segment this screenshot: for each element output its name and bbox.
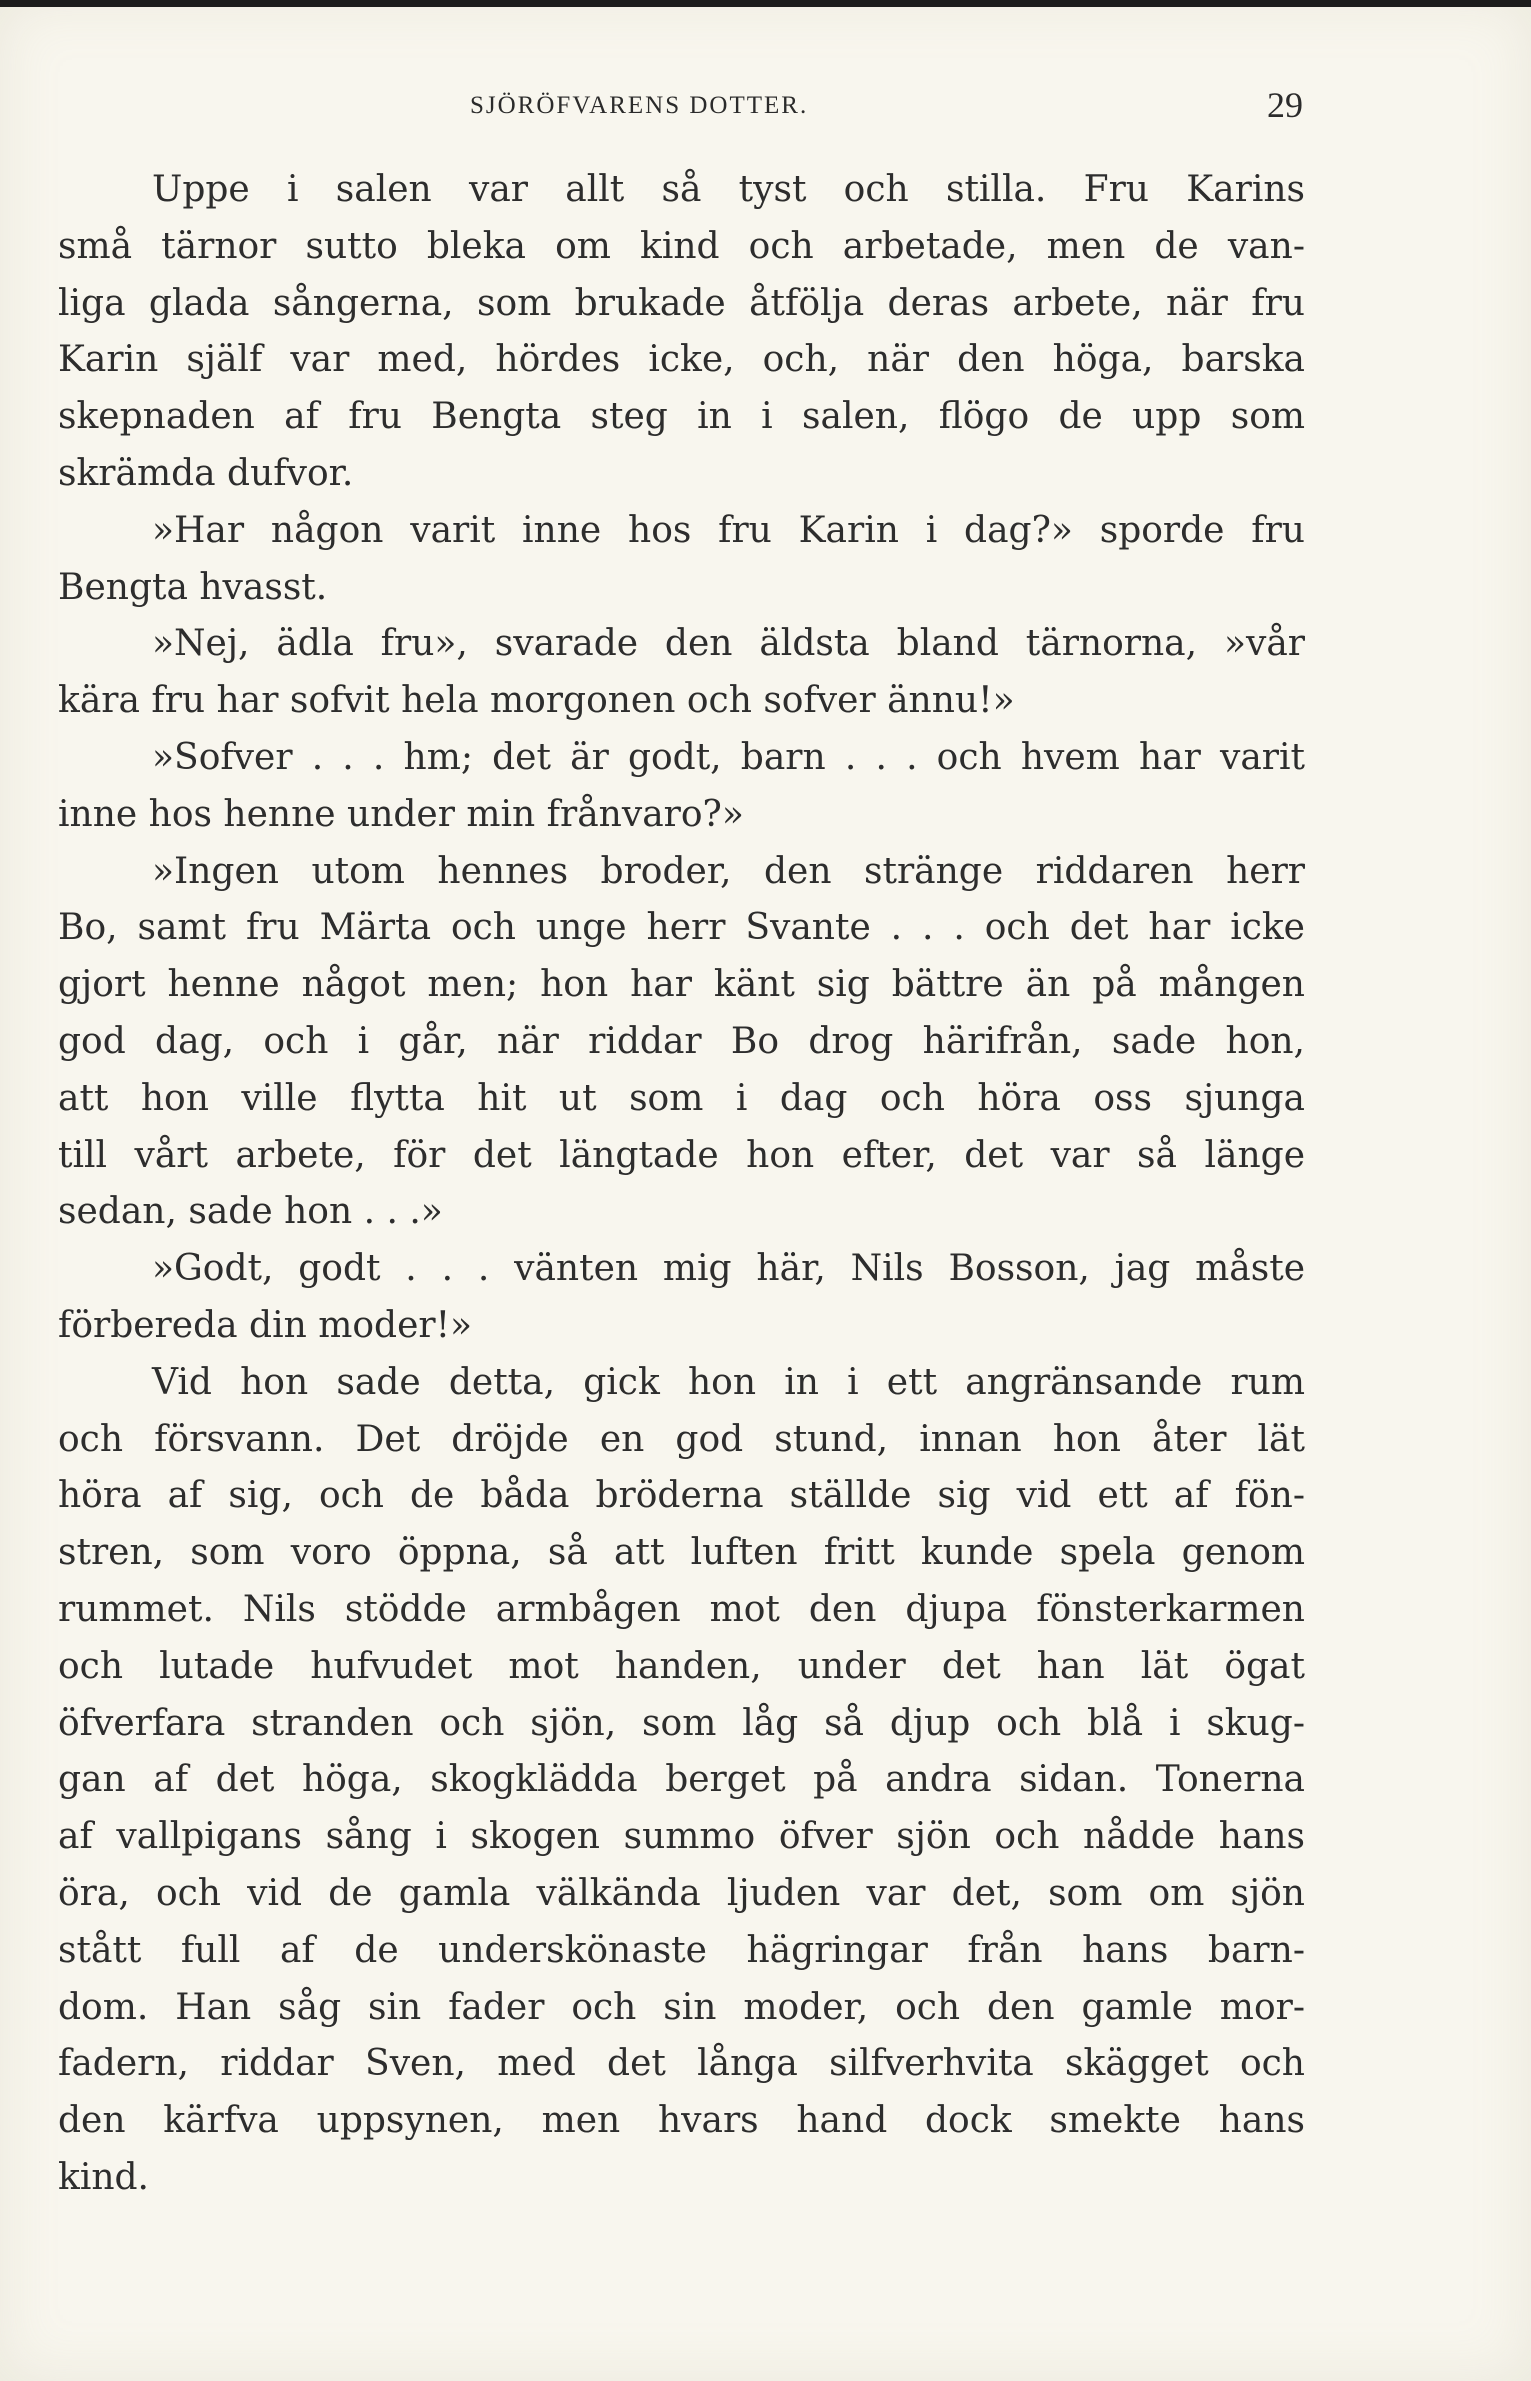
text-line: stren, som voro öppna, så att luften fritt kunde spela genom	[58, 1532, 1305, 1574]
text-line: »Ingen utom hennes broder, den stränge riddaren herr	[152, 850, 1305, 892]
text-line: till vårt arbete, för det längtade hon efter, det var så länge	[58, 1134, 1305, 1176]
text-line: Bo, samt fru Märta och unge herr Svante . . . och det har icke	[58, 907, 1305, 949]
text-line: och försvann. Det dröjde en god stund, innan hon åter lät	[58, 1418, 1305, 1460]
text-line: »Sofver . . . hm; det är godt, barn . . . och hvem har varit	[152, 736, 1305, 778]
text-line: »Nej, ädla fru», svarade den äldsta bland tärnorna, »vår	[152, 623, 1305, 665]
text-line: höra af sig, och de båda bröderna ställde sig vid ett af fön-	[58, 1475, 1305, 1517]
page-number: 29	[1267, 85, 1303, 125]
text-line: dom. Han såg sin fader och sin moder, och den gamle mor-	[58, 1986, 1305, 2028]
text-line: skrämda dufvor.	[58, 452, 354, 494]
text-line: gjort henne något men; hon har känt sig bättre än på mången	[58, 964, 1305, 1006]
text-line: öra, och vid de gamla välkända ljuden var det, som om sjön	[58, 1872, 1305, 1914]
text-line: öfverfara stranden och sjön, som låg så djup och blå i skug-	[58, 1702, 1305, 1744]
top-edge-rule	[0, 0, 1531, 7]
body-text	[58, 162, 1305, 2207]
text-line: att hon ville flytta hit ut som i dag och höra oss sjunga	[58, 1077, 1305, 1119]
text-line: »Godt, godt . . . vänten mig här, Nils Bosson, jag måste	[152, 1248, 1305, 1290]
text-line: Bengta hvasst.	[58, 566, 328, 608]
text-line: Karin själf var med, hördes icke, och, när den höga, barska	[58, 339, 1305, 381]
text-line: liga glada sångerna, som brukade åtfölja deras arbete, när fru	[58, 282, 1305, 324]
text-line: kära fru har sofvit hela morgonen och sofver ännu!»	[58, 680, 1015, 722]
text-line: Uppe i salen var allt så tyst och stilla. Fru Karins	[152, 169, 1305, 210]
text-line: sedan, sade hon . . .»	[58, 1191, 443, 1233]
text-line: inne hos henne under min frånvaro?»	[58, 793, 744, 835]
text-line: Vid hon sade detta, gick hon in i ett angränsande rum	[152, 1361, 1305, 1403]
text-line: fadern, riddar Sven, med det långa silfverhvita skägget och	[58, 2043, 1305, 2085]
text-line: förbereda din moder!»	[58, 1304, 473, 1346]
text-line: stått full af de underskönaste hägringar från hans barn-	[58, 1929, 1305, 1971]
text-line: kind.	[58, 2156, 150, 2198]
text-line: »Har någon varit inne hos fru Karin i dag?» sporde fru	[152, 509, 1305, 551]
text-line: den kärfva uppsynen, men hvars hand dock smekte hans	[58, 2100, 1305, 2142]
text-line: god dag, och i går, när riddar Bo drog härifrån, sade hon,	[58, 1020, 1305, 1062]
text-line: af vallpigans sång i skogen summo öfver sjön och nådde hans	[58, 1816, 1305, 1858]
text-line: gan af det höga, skogklädda berget på andra sidan. Tonerna	[58, 1759, 1305, 1801]
text-line: och lutade hufvudet mot handen, under det han lät ögat	[58, 1645, 1305, 1687]
text-line: rummet. Nils stödde armbågen mot den djupa fönsterkarmen	[58, 1588, 1305, 1630]
running-head: SJÖRÖFVARENS DOTTER.	[470, 92, 809, 119]
text-line: små tärnor sutto bleka om kind och arbetade, men de van-	[58, 225, 1305, 267]
text-line: skepnaden af fru Bengta steg in i salen, flögo de upp som	[58, 396, 1305, 438]
